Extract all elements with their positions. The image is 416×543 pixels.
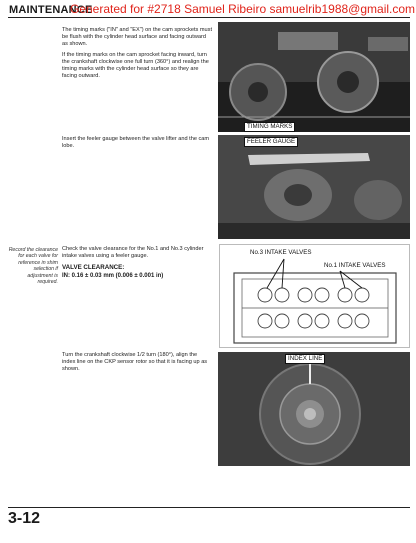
callout-index-line: INDEX LINE bbox=[285, 354, 325, 364]
watermark: Generated for #2718 Samuel Ribeiro samuelrib1988@gmail.com bbox=[70, 2, 416, 16]
engine-top-illustration bbox=[218, 22, 410, 132]
photo-index-line bbox=[218, 352, 410, 466]
label-no3-intake: No.3 INTAKE VALVES bbox=[250, 249, 312, 256]
callout-timing-marks: TIMING MARKS bbox=[244, 122, 295, 132]
step4-text: Turn the crankshaft clockwise 1/2 turn (180°), align the index line on the CKP sensor rotor so that it is facing up as shown. bbox=[62, 352, 208, 372]
cylinder-head-drawing bbox=[220, 245, 409, 347]
feeler-gauge-illustration bbox=[218, 135, 410, 239]
photo-feeler-gauge bbox=[218, 135, 410, 239]
spec-value: IN: 0.16 ± 0.03 mm (0.006 ± 0.001 in) bbox=[62, 273, 164, 279]
ckp-rotor-illustration bbox=[218, 352, 410, 466]
page-number: 3-12 bbox=[8, 510, 41, 527]
spec-title: VALVE CLEARANCE: bbox=[62, 264, 125, 271]
valve-diagram bbox=[219, 244, 410, 348]
step1-text-1: The timing marks ("IN" and "EX") on the cam sprockets must be flush with the cylinder head surface and facing outward as shown. bbox=[62, 27, 213, 47]
step2-text: Insert the feeler gauge between the valve lifter and the cam lobe. bbox=[62, 136, 210, 149]
footer-rule bbox=[8, 507, 410, 508]
callout-feeler-gauge: FEELER GAUGE bbox=[244, 137, 298, 147]
step1-text-2: If the timing marks on the cam sprocket facing inward, turn the crankshaft clockwise one full turn (360°) and realign the timing marks with the cylinder head surface so they are facing outward. bbox=[62, 52, 209, 79]
label-no1-intake: No.1 INTAKE VALVES bbox=[324, 262, 386, 269]
side-note: Record the clearance for each valve for reference in shim selection if adjustment is required. bbox=[8, 247, 58, 286]
header-rule bbox=[8, 17, 410, 18]
section-title: MAINTENANCE bbox=[9, 4, 93, 16]
step3-text: Check the valve clearance for the No.1 and No.3 cylinder intake valves using a feeler gauge. bbox=[62, 246, 204, 259]
photo-timing-marks bbox=[218, 22, 410, 132]
